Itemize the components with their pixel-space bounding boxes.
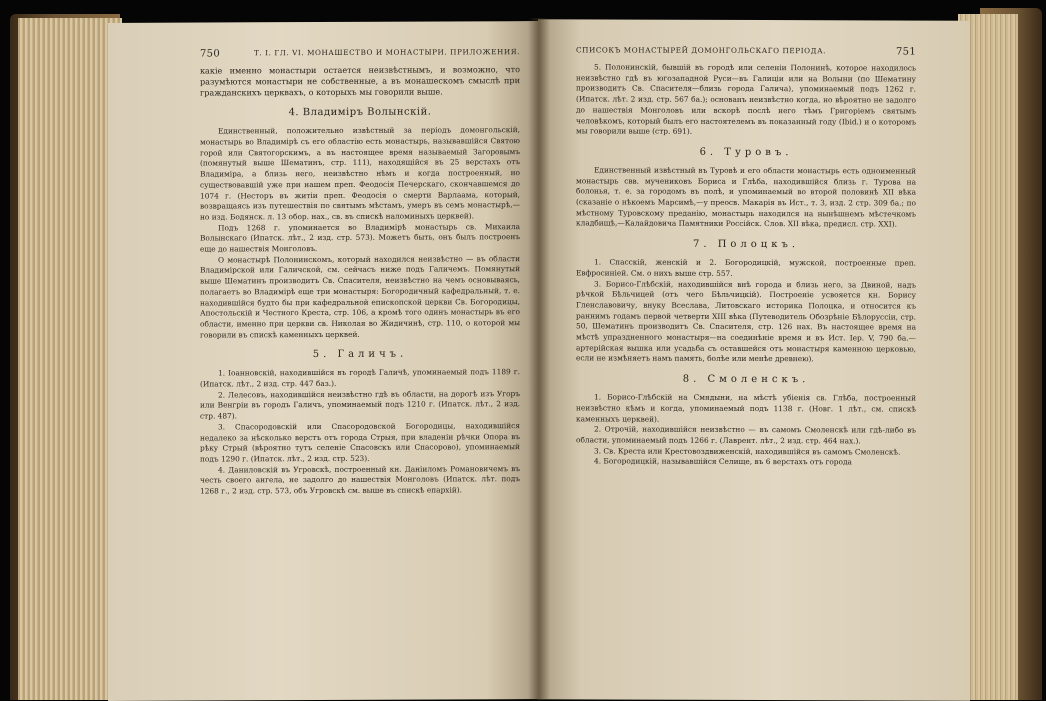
list-item: 1. Борисо-Глѣбскій на Смядыни, на мѣстѣ убіенія св. Глѣба, построенный неизвѣстно кѣмъ и когда, упоминаемый подъ 1138 г. (Новг. 1 лѣт., см. спискѣ каменныхъ церквей).	[576, 392, 916, 424]
section-heading: 8. Смоленскъ.	[682, 373, 810, 386]
right-page	[538, 19, 970, 701]
paragraph: Единственный, положительно извѣстный за періодъ домонгольскій, монастырь во Владимірѣ съ его областію есть монастырь, называвшійся Святою горой или Святогорскимъ, а въ настоящее время называемый Загоровымъ (помянутый выше Шематинъ, стр. 111), находящійся въ 25 верстахъ отъ Владиміра, а близь него, неизвѣстно нѣмъ и когда построенный, но существовавшій уже при нашем преп. Феодосія Печерскаго, скончавшемся до 1074 г. (Несторъ въ житіи преп. Феодосія о смерти Варлаама, который, возвращаясь изъ путешествія по святымъ мѣстамъ, умеръ въ семъ монастырѣ,—но изд. Бодянск. л. 13 обор. нах., св. въ спискѣ наломиныхъ церквей).	[200, 125, 520, 222]
page-number: 751	[896, 46, 916, 58]
section-heading: 4. Владиміръ Волынскій.	[288, 106, 432, 119]
running-title: СПИСОКЪ МОНАСТЫРЕЙ ДОМОНГОЛЬСКАГО ПЕРІОДА.	[576, 45, 826, 56]
page-edges-left	[18, 18, 122, 700]
list-item: 1. Спасскій, женскій и 2. Богородицкій, мужской, построенные преп. Евфросиніей. См. о нихъ выше стр. 557.	[576, 257, 916, 278]
left-page	[108, 21, 538, 701]
list-item: 2. Отрочій, находившійся неизвѣстно — въ самомъ Смоленскѣ или гдѣ-либо въ области, упоминаемый подъ 1266 г. (Лаврент. лѣт., 2 изд. стр. 464 нах.).	[576, 424, 916, 446]
list-item: 3. Борисо-Глѣбскій, находившійся внѣ города и близь него, за Двиной, надъ рѣчкой Бѣльчицей (отъ чего Бѣльчицкій). Построеніе усвояется кн. Борису Гленславовичу, внуку Всеслава, Литовскаго историка Полоцка, и относится къ раннимъ годамъ первой четверти XIII вѣка (Путеводитель Обозрѣніе Бѣлоруссіи, стр. 50, Шематинъ производитъ Св. Спасителя, стр. 126 нах. Въ настоящее время на мѣстѣ упраздненного монастыря—на соединѣніе время и въ Ист. Іер. V, 790 ба.—артерійская вышка или усадьба съ оставшейся отъ монастыря каменною церковью, если не измѣняетъ намъ память, болѣе или менѣе древнею).	[576, 278, 916, 364]
list-item: 2. Лелесовъ, находившійся неизвѣстно гдѣ въ области, на дорогѣ изъ Угоръ или Венгріи въ городъ Галичъ, упоминаемый подъ 1210 г. (Ипатск. лѣт., 2 изд. стр. 487).	[200, 388, 520, 421]
list-item: 4. Даниловскій въ Угровскѣ, построенный кн. Даніиломъ Романовичемъ въ честь своего ангела, не задолго до нашествія Монголовъ (Ипатск. лѣт. подъ 1268 г., 2 изд. стр. 573, объ Угровскѣ см. выше въ спискѣ епархій).	[200, 463, 520, 496]
list-item: 3. Спасородовскій или Спасородовской Богородицы, находившійся недалеко за нѣсколько верстъ отъ города Стрыя, при владеніи рѣчки Опора въ рѣку Стрый (вѣроятно тутъ селеніе Спасовскъ или Спасорово), упоминаемый подъ 1290 г. (Ипатск. лѣт., 2 изд. стр. 523).	[200, 420, 520, 464]
section-heading: 6. Туровъ.	[699, 146, 793, 159]
paragraph: Единственный извѣстный въ Туровѣ и его области монастырь есть одноименный монастырь свв. мучениковъ Бориса и Глѣба, находившійся близь г. Турова на болонья, т. е. за городомъ въ полѣ, и упоминаемый во второй половинѣ XII вѣка (сказаніе о нѣкоемъ Марсимѣ,—у преосв. Макарія въ Ист., т. 3, изд. 2 стр. 309 ба.; по мѣстному Туровскому преданію, монастырь находился на нынѣшнемъ мѣстечкомъ кладбищѣ,—Калайдовича Памятники Россійск. Слов. XII вѣка, предисл. стр. XXI).	[576, 165, 916, 229]
left-page-text	[200, 47, 520, 497]
running-title: Т. I. ГЛ. VI. МОНАШЕСТВО И МОНАСТЫРИ. ПРИЛОЖЕНИЯ.	[253, 47, 520, 58]
paragraph: какіе именно монастыри остается неизвѣстнымъ, и возможно, что разумѣются монастыри не собственные, а въ монашескомъ смыслѣ при гражданскихъ церквахъ, о которыхъ мы говорили выше.	[200, 64, 520, 98]
book-gutter	[528, 18, 550, 700]
list-item: 3. Св. Креста или Крестовоздвиженскій, находившійся въ самомъ Смоленскѣ.	[594, 446, 901, 457]
paragraph: О монастырѣ Полонинскомъ, который находился неизвѣстно — въ области Владимірской или Галичской, см. сейчасъ ниже подъ Галичемъ. Помянутый выше Шематинъ производитъ Св. Спасителя, неизвѣстно на чемъ основываясь, полагаетъ во Владимірѣ еще три монастыря: Богородичный кафедральный, т. е. находившійся будто бы при кафедральной епископской церкви Св. Богородицы, Апостольскій и Честного Креста, стр. 106, а кромѣ того одинъ монастырь въ его области, именно при церкви св. Николая во Жидичинѣ, стр. 110, о которой мы говорили въ спискѣ каменныхъ церквей.	[200, 253, 520, 340]
right-running-head	[576, 45, 916, 57]
paragraph: Подъ 1268 г. упоминается во Владимірѣ монастырь св. Михаила Волынскаго (Ипатск. лѣт., 2 изд. стр. 573). Можетъ быть, онъ былъ построенъ еще до нашествія Монголовъ.	[200, 221, 520, 254]
section-heading: 5. Галичъ.	[312, 348, 408, 361]
list-item: 5. Полонинскій, бывшій въ городѣ или селеніи Полонинѣ, которое находилось неизвѣстно гдѣ въ югозападной Руси—въ Галиціи или на Волыни (по Шематину производитъ Св. Спасителя—близь города Галича), упоминаемый подъ 1262 г. (Ипатск. лѣт. 2 изд. стр. 567 ба.); основанъ неизвѣстно когда, но вѣроятно не задолго до нашествія Монголовъ или вскорѣ послѣ него тѣмъ Григоріемъ святымъ человѣкомъ, который былъ его настоятелемъ въ показанный году (Ibid.) и о которомъ мы говорили выше (стр. 691).	[576, 62, 916, 137]
left-running-head	[200, 47, 520, 59]
list-item: 4. Богородицкій, называвшійся Селище, въ 6 верстахъ отъ города	[594, 456, 852, 467]
list-item: 1. Іоанновскій, находившійся въ городѣ Галичѣ, упоминаемый подъ 1189 г. (Ипатск. лѣт., 2 изд. стр. 447 баз.).	[200, 367, 520, 389]
page-number: 750	[200, 48, 220, 60]
section-heading: 7. Полоцкъ.	[692, 238, 800, 251]
right-page-text	[576, 45, 916, 468]
